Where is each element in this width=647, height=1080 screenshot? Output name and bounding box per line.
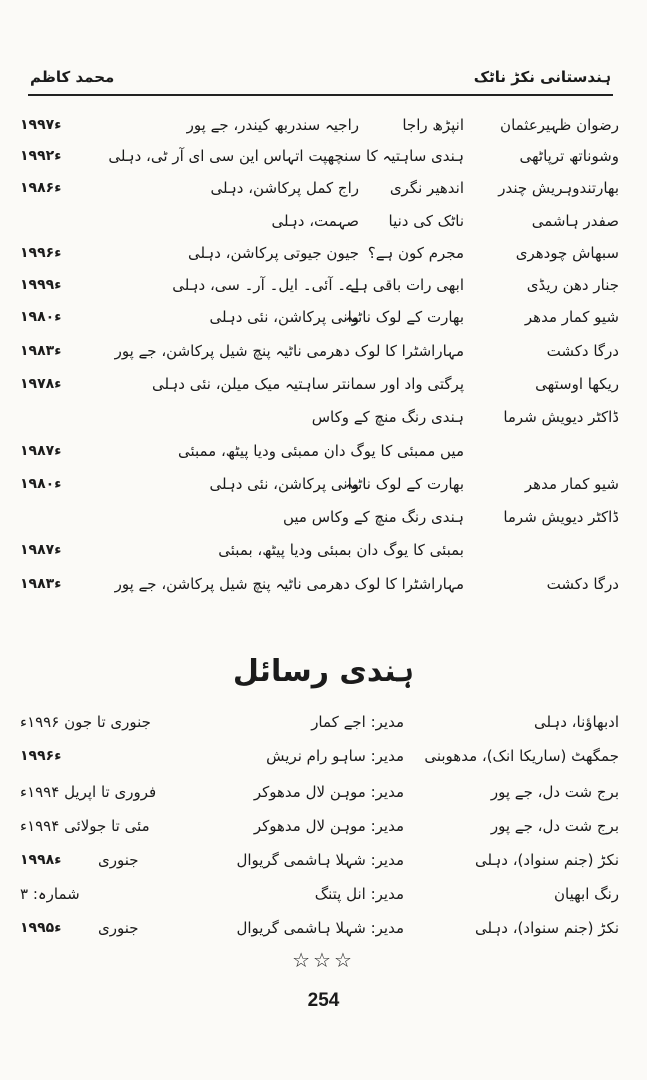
editor-cell: مدیر: انل پتنگ — [314, 885, 404, 903]
author-name: محمد کاظم — [30, 68, 115, 86]
running-header — [30, 66, 611, 90]
bibliography-row — [20, 535, 619, 565]
year-cell: ۱۹۸۰ء — [20, 309, 62, 325]
year-cell: ۱۹۹۶ء — [20, 245, 62, 261]
editor-cell: مدیر: موہن لال مدھوکر — [253, 817, 404, 835]
editor-cell: مدیر: موہن لال مدھوکر — [253, 783, 404, 801]
author-cell: ریکھا اوستھی — [535, 375, 619, 393]
issue-year-cell: ۱۹۹۸ء — [20, 852, 62, 868]
title-cell: مجرم کون ہے؟ — [367, 244, 464, 262]
author-cell: صفدر ہاشمی — [531, 212, 619, 230]
title-cell: ابھی رات باقی ہے — [350, 276, 464, 294]
editor-cell: مدیر: شہلا ہاشمی گریوال — [236, 851, 404, 869]
author-cell: سبھاش چودھری — [515, 244, 619, 262]
bibliography-row — [20, 502, 619, 532]
journal-row — [20, 913, 619, 943]
issue-year-cell: ۱۹۹۵ء — [20, 920, 62, 936]
journal-name-cell: نکڑ (جنم سنواد)، دہلی — [475, 851, 619, 869]
publisher-cell: جیون جیوتی پرکاشن، دہلی — [187, 244, 359, 262]
editor-cell: مدیر: اجے کمار — [311, 713, 404, 731]
title-publisher-cell: بمبئی کا یوگ دان بمبئی ودیا پیٹھ، بمبئی — [218, 541, 464, 559]
editor-cell: مدیر: ساہو رام نریش — [266, 747, 404, 765]
year-cell: ۱۹۸۶ء — [20, 180, 62, 196]
publisher-cell: وانی پرکاشن، نئی دہلی — [209, 308, 359, 326]
journal-row — [20, 811, 619, 841]
author-cell: جنار دھن ریڈی — [526, 276, 619, 294]
journal-name-cell: نکڑ (جنم سنواد)، دہلی — [475, 919, 619, 937]
year-cell: ۱۹۹۷ء — [20, 117, 62, 133]
bibliography-row — [20, 238, 619, 268]
title-cell: انپڑھ راجا — [402, 116, 464, 134]
bibliography-row — [20, 270, 619, 300]
issue-date-cell: جنوری تا جون ۱۹۹۶ء — [20, 713, 151, 731]
bibliography-row — [20, 302, 619, 332]
issue-year-cell: ۱۹۹۶ء — [20, 748, 62, 764]
bibliography-row — [20, 436, 619, 466]
title-publisher-cell: ہندی رنگ منچ کے وکاس — [311, 408, 464, 426]
journal-name-cell: ادبھاؤنا، دہلی — [533, 713, 619, 731]
issue-date-cell: شمارہ: ۳ — [20, 885, 80, 903]
author-cell: ڈاکٹر دیویش شرما — [503, 508, 619, 526]
author-cell: رضوان ظہیرعثمان — [500, 116, 619, 134]
header-rule — [28, 94, 613, 96]
bibliography-row — [20, 402, 619, 432]
journal-row — [20, 777, 619, 807]
year-cell: ۱۹۹۹ء — [20, 277, 62, 293]
year-cell: ۱۹۸۳ء — [20, 576, 62, 592]
title-publisher-cell: مہاراشٹرا کا لوک دھرمی ناٹیہ پنچ شیل پرکاشن، جے پور — [114, 575, 464, 593]
title-cell: بھارت کے لوک ناٹیہ — [344, 308, 464, 326]
publisher-cell: وانی پرکاشن، نئی دہلی — [209, 475, 359, 493]
bibliography-row — [20, 206, 619, 236]
issue-date-cell: مئی تا جولائی ۱۹۹۴ء — [20, 817, 150, 835]
bibliography-row — [20, 336, 619, 366]
bibliography-row — [20, 173, 619, 203]
publisher-cell: راج کمل پرکاشن، دہلی — [210, 179, 359, 197]
bibliography-row — [20, 141, 619, 171]
editor-cell: مدیر: شہلا ہاشمی گریوال — [236, 919, 404, 937]
bibliography-row — [20, 110, 619, 140]
publisher-cell: راجیہ سندربھ کیندر، جے پور — [186, 116, 359, 134]
journal-row — [20, 879, 619, 909]
title-cell: اندھیر نگری — [389, 179, 464, 197]
title-publisher-cell: ہندی رنگ منچ کے وکاس میں — [282, 508, 464, 526]
title-publisher-cell: ہندی ساہتیہ کا سنچھپت اتہاس این سی ای آر ٹی، دہلی — [108, 147, 464, 165]
title-publisher-cell: مہاراشٹرا کا لوک دھرمی ناٹیہ پنچ شیل پرکاشن، جے پور — [114, 342, 464, 360]
stars-ornament: ☆☆☆ — [292, 948, 355, 972]
journal-name-cell: جمگھٹ (ساریکا انک)، مدھوبنی — [424, 747, 619, 765]
journal-name-cell: برج شت دل، جے پور — [490, 783, 619, 801]
author-cell: شیو کمار مدھر — [524, 308, 619, 326]
journal-name-cell: رنگ ابھیان — [554, 885, 619, 903]
author-cell: بھارتندوہریش چندر — [498, 179, 619, 197]
publisher-cell: اے۔ آئی۔ ایل۔ آر۔ سی، دہلی — [172, 276, 359, 294]
title-publisher-cell: میں ممبئی کا یوگ دان ممبئی ودیا پیٹھ، ممبئی — [177, 442, 464, 460]
bibliography-row — [20, 569, 619, 599]
author-cell: ڈاکٹر دیویش شرما — [503, 408, 619, 426]
journal-name-cell: برج شت دل، جے پور — [490, 817, 619, 835]
journal-row — [20, 707, 619, 737]
year-cell: ۱۹۸۷ء — [20, 443, 62, 459]
author-cell: درگا دکشت — [546, 575, 619, 593]
issue-date-cell: فروری تا اپریل ۱۹۹۴ء — [20, 783, 157, 801]
author-cell: درگا دکشت — [546, 342, 619, 360]
section-title: ہندی رسائل — [232, 654, 415, 689]
journal-row — [20, 845, 619, 875]
year-cell: ۱۹۷۸ء — [20, 376, 62, 392]
title-publisher-cell: پرگتی واد اور سمانتر ساہتیہ میک میلن، نئی دہلی — [152, 375, 464, 393]
issue-month-cell: جنوری — [98, 919, 139, 937]
bibliography-row — [20, 469, 619, 499]
year-cell: ۱۹۸۳ء — [20, 343, 62, 359]
issue-month-cell: جنوری — [98, 851, 139, 869]
year-cell: ۱۹۹۲ء — [20, 148, 62, 164]
page-number: 254 — [307, 990, 340, 1011]
author-cell: شیو کمار مدھر — [524, 475, 619, 493]
title-cell: ناٹک کی دنیا — [388, 212, 464, 230]
book-title: ہندستانی نکڑ ناٹک — [473, 68, 611, 86]
author-cell: وشوناتھ ترپاٹھی — [519, 147, 619, 165]
year-cell: ۱۹۸۰ء — [20, 476, 62, 492]
journal-row — [20, 741, 619, 771]
bibliography-row — [20, 369, 619, 399]
publisher-cell: صہمت، دہلی — [271, 212, 359, 230]
title-cell: بھارت کے لوک ناٹیہ — [344, 475, 464, 493]
year-cell: ۱۹۸۷ء — [20, 542, 62, 558]
